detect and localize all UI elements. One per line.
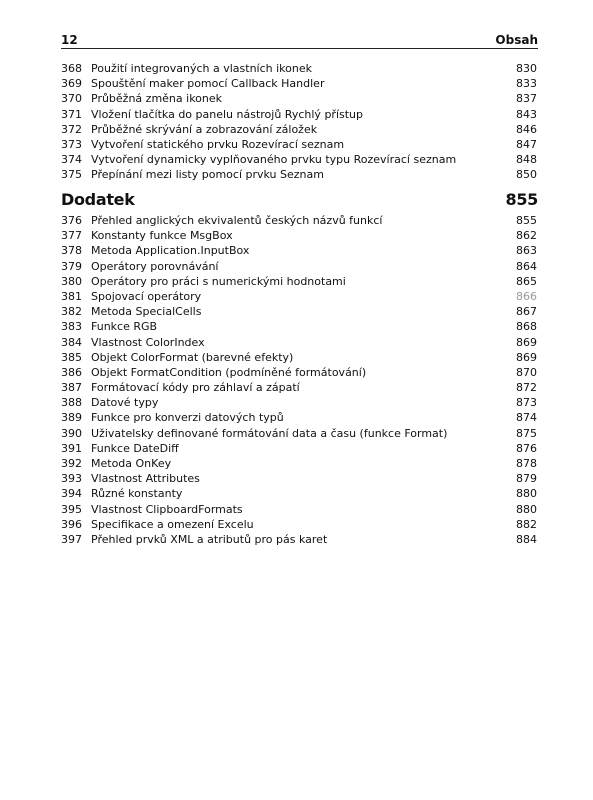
entry-page: 863 — [516, 244, 537, 258]
entry-title: Přepínání mezi listy pomocí prvku Seznam — [91, 168, 324, 182]
entry-title: Operátory porovnávání — [91, 259, 219, 273]
toc-entry — [61, 395, 537, 410]
toc-entry — [61, 107, 537, 122]
entry-page: 869 — [516, 335, 537, 349]
entry-page: 848 — [516, 153, 537, 167]
toc-entry — [61, 122, 537, 137]
entry-number: 383 — [61, 320, 82, 334]
entry-number: 385 — [61, 350, 82, 364]
entry-page: 875 — [516, 426, 537, 440]
entry-number: 397 — [61, 532, 82, 546]
entry-title: Operátory pro práci s numerickými hodnotami — [91, 274, 346, 288]
toc-entry — [61, 365, 537, 380]
entry-number: 388 — [61, 396, 82, 410]
entry-page: 843 — [516, 107, 537, 121]
entry-page: 878 — [516, 457, 537, 470]
entry-title: Konstanty funkce MsgBox — [91, 229, 233, 243]
entry-title: Formátovací kódy pro záhlaví a zápatí — [91, 381, 300, 395]
entry-number: 372 — [61, 122, 82, 136]
entry-number: 376 — [61, 214, 82, 227]
toc-list-bottom — [61, 213, 537, 547]
entry-title: Vytvoření statického prvku Rozevírací seznam — [91, 137, 345, 151]
toc-entry — [61, 137, 537, 152]
toc-entry — [61, 486, 537, 501]
entry-title: Různé konstanty — [91, 487, 183, 501]
entry-number: 384 — [61, 335, 82, 349]
toc-entry — [61, 289, 537, 304]
entry-number: 396 — [61, 517, 82, 531]
entry-number: 380 — [61, 274, 82, 288]
entry-title: Funkce DateDiff — [91, 441, 179, 455]
toc-entry — [61, 91, 537, 106]
entry-title: Metoda SpecialCells — [91, 305, 202, 319]
entry-number: 387 — [61, 381, 82, 395]
entry-number: 395 — [61, 502, 82, 516]
entry-title: Průběžná změna ikonek — [91, 92, 223, 106]
entry-title: Metoda OnKey — [91, 457, 172, 470]
entry-title: Uživatelsky definované formátování data a času (funkce Format) — [91, 426, 448, 440]
entry-number: 377 — [61, 229, 82, 243]
toc-entry — [61, 380, 537, 395]
entry-page: 874 — [516, 411, 537, 425]
entry-page: 850 — [516, 168, 537, 182]
entry-page: 865 — [516, 274, 537, 288]
entry-title: Vytvoření dynamicky vyplňovaného prvku typu Rozevírací seznam — [91, 153, 457, 167]
toc-entry — [61, 471, 537, 486]
entry-page: 868 — [516, 320, 537, 334]
toc-entry — [61, 456, 537, 471]
entry-title: Vložení tlačítka do panelu nástrojů Rychlý přístup — [91, 107, 363, 121]
toc-entry — [61, 532, 537, 547]
entry-title: Objekt ColorFormat (barevné efekty) — [91, 350, 294, 364]
entry-page: 830 — [516, 62, 537, 75]
entry-number: 370 — [61, 92, 82, 106]
entry-title: Průběžné skrývání a zobrazování záložek — [91, 122, 318, 136]
toc-entry — [61, 441, 537, 456]
toc-entry — [61, 502, 537, 517]
entry-title: Vlastnost ClipboardFormats — [91, 502, 243, 516]
entry-title: Funkce RGB — [91, 320, 158, 334]
entry-title: Přehled prvků XML a atributů pro pás karet — [91, 532, 328, 546]
entry-page: 882 — [516, 517, 537, 531]
section-heading — [61, 190, 538, 209]
entry-page: 862 — [516, 229, 537, 243]
toc-entry — [61, 228, 537, 243]
entry-number: 386 — [61, 365, 82, 379]
entry-title: Datové typy — [91, 396, 159, 410]
toc-entry — [61, 152, 537, 167]
entry-number: 371 — [61, 107, 82, 121]
entry-number: 393 — [61, 472, 82, 486]
entry-number: 392 — [61, 457, 82, 470]
entry-title: Spojovací operátory — [91, 289, 202, 303]
entry-number: 382 — [61, 305, 82, 319]
entry-title: Spouštění maker pomocí Callback Handler — [91, 77, 325, 91]
entry-number: 391 — [61, 441, 82, 455]
entry-number: 390 — [61, 426, 82, 440]
entry-page: 847 — [516, 137, 537, 151]
entry-number: 389 — [61, 411, 82, 425]
entry-number: 374 — [61, 153, 82, 167]
entry-page: 837 — [516, 92, 537, 106]
entry-title: Funkce pro konverzi datových typů — [91, 411, 284, 425]
toc-entry — [61, 517, 537, 532]
running-title: Obsah — [495, 33, 538, 47]
entry-title: Vlastnost Attributes — [91, 472, 200, 486]
running-header — [61, 29, 538, 47]
entry-page: 855 — [516, 214, 537, 227]
toc-entry — [61, 335, 537, 350]
toc-entry — [61, 274, 537, 289]
entry-page: 884 — [516, 532, 537, 546]
toc-entry — [61, 76, 537, 91]
toc-entry — [61, 319, 537, 334]
entry-page: 869 — [516, 350, 537, 364]
entry-page: 876 — [516, 441, 537, 455]
entry-title: Objekt FormatCondition (podmíněné formátování) — [91, 365, 367, 379]
entry-page: 880 — [516, 487, 537, 501]
toc-list-top — [61, 61, 537, 183]
entry-number: 379 — [61, 259, 82, 273]
page-number: 12 — [61, 33, 78, 47]
entry-page: 867 — [516, 305, 537, 319]
entry-number: 381 — [61, 289, 82, 303]
toc-entry — [61, 213, 537, 228]
toc-entry — [61, 426, 537, 441]
toc-entry — [61, 243, 537, 258]
entry-page: 872 — [516, 381, 537, 395]
entry-title: Specifikace a omezení Excelu — [91, 517, 254, 531]
entry-page: 870 — [516, 365, 537, 379]
toc-entry — [61, 410, 537, 425]
header-rule — [61, 48, 538, 49]
toc-entry — [61, 259, 537, 274]
toc-entry — [61, 167, 537, 182]
entry-number: 369 — [61, 77, 82, 91]
entry-page: 846 — [516, 122, 537, 136]
entry-number: 368 — [61, 62, 82, 75]
toc-entry — [61, 304, 537, 319]
entry-number: 373 — [61, 137, 82, 151]
section-title: Dodatek — [61, 190, 135, 209]
entry-page: 866 — [516, 289, 537, 303]
entry-title: Použití integrovaných a vlastních ikonek — [91, 62, 312, 75]
toc-entry — [61, 61, 537, 76]
entry-title: Metoda Application.InputBox — [91, 244, 250, 258]
section-page: 855 — [505, 190, 538, 209]
entry-page: 879 — [516, 472, 537, 486]
toc-entry — [61, 350, 537, 365]
entry-number: 394 — [61, 487, 82, 501]
entry-page: 833 — [516, 77, 537, 91]
entry-title: Vlastnost ColorIndex — [91, 335, 205, 349]
entry-title: Přehled anglických ekvivalentů českých názvů funkcí — [91, 214, 383, 227]
entry-number: 375 — [61, 168, 82, 182]
entry-number: 378 — [61, 244, 82, 258]
entry-page: 873 — [516, 396, 537, 410]
entry-page: 864 — [516, 259, 537, 273]
entry-page: 880 — [516, 502, 537, 516]
